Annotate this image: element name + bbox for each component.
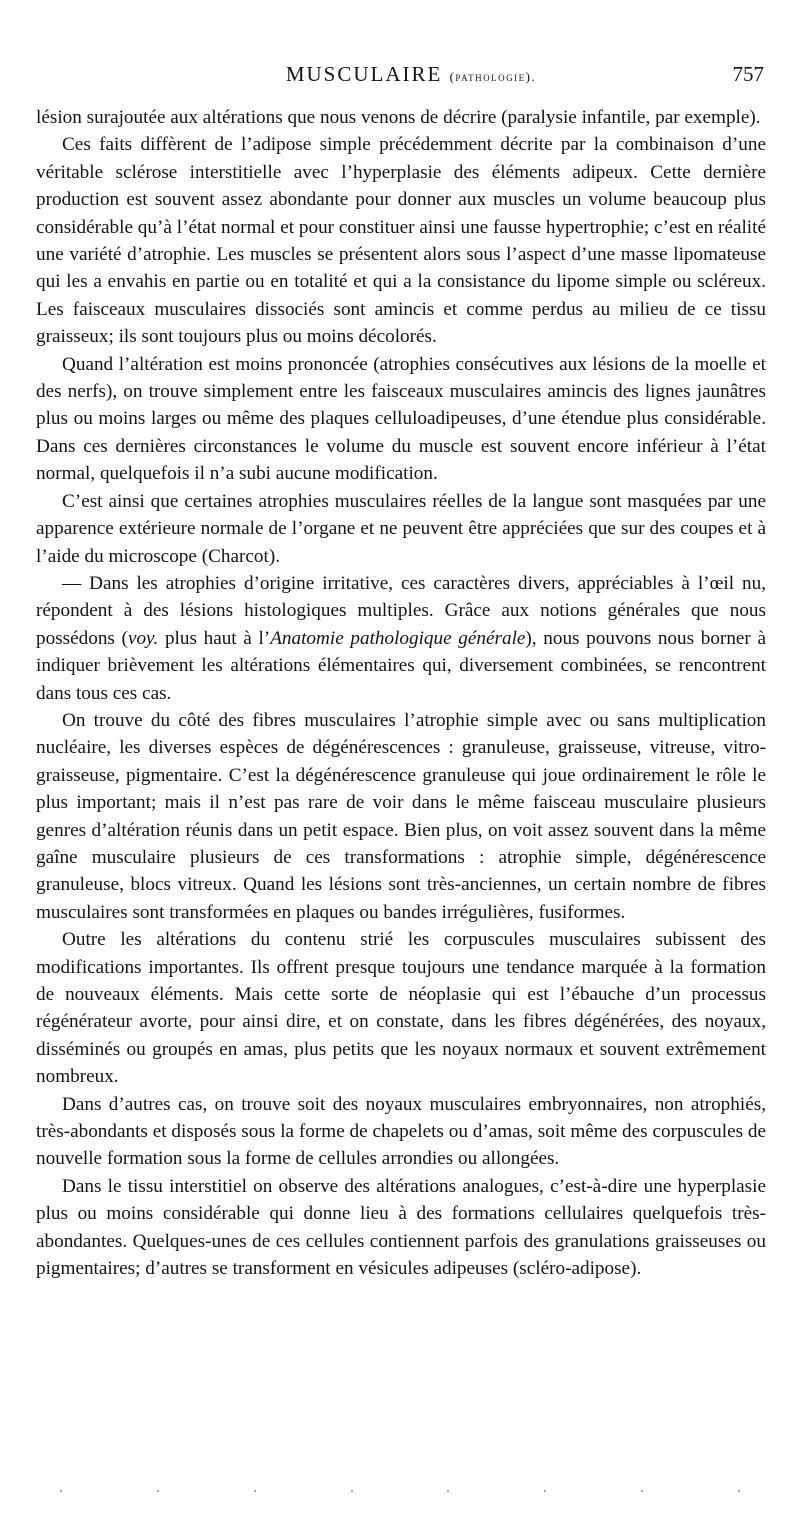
paragraph-interstitial-tissue: Dans le tissu interstitiel on observe des altérations analogues, c’est-à-dire une hyperplasie plus ou moins considérable qui donne lieu à des formations cellulaires quelquefois très-abondantes. Quelques-unes de ces cellules contiennent parfois des granulations graisseuses ou pigmentaires; d’autres se transforment en vésicules adipeuses (scléro-adipose). [36, 1175, 766, 1280]
paragraph-continuation: lésion surajoutée aux altérations que nous venons de décrire (paralysie infantile, par exemple). [36, 107, 761, 128]
paragraph-fiber-degeneration: On trouve du côté des fibres musculaires l’atrophie simple avec ou sans multiplication nucléaire, les diverses espèces de dégénérescences : granuleuse, graisseuse, vitreuse, vitro-graisseuse, pigmentaire. C’est la dégénérescence granuleuse qui joue ordinairement le rôle le plus important; mais il n’est pas rare de voir dans le même faisceau musculaire plusieurs genres d’altération réunis dans un petit espace. Bien plus, on voit assez souvent dans la même gaîne musculaire plusieurs de ces transformations : atrophie simple, dégénérescence granuleuse, blocs vitreux. Quand les lésions sont très-anciennes, un certain nombre de fibres musculaires sont transformées en plaques ou bandes irrégulières, fusiformes. [36, 709, 766, 923]
paragraph-corpuscles: Outre les altérations du contenu strié les corpuscules musculaires subissent des modifications importantes. Ils offrent presque toujours une tendance marquée à la formation de nouveaux éléments. Mais cette sorte de néoplasie qui est l’ébauche d’un processus régénérateur avorte, pour ainsi dire, et on constate, dans les fibres dégénérées, des noyaux, disséminés ou groupés en amas, plus petits que les noyaux normaux et souvent extrêmement nombreux. [36, 929, 766, 1088]
paragraph-less-pronounced: Quand l’altération est moins prononcée (atrophies consécutives aux lésions de la moelle et des nerfs), on trouve simplement entre les faisceaux musculaires amincis des lignes jaunâtres plus ou moins larges ou même des plaques celluloadipeuses, d’une étendue plus considérable. Dans ces dernières circonstances le volume du muscle est souvent encore inférieur à l’état normal, quelquefois il n’a subi aucune modification. [36, 353, 766, 485]
running-title-subtitle: (pathologie). [449, 69, 537, 84]
speck [254, 1490, 256, 1492]
paragraph-irritative-tail: ), nous pouvons nous borner à indiquer brièvement les altérations élémentaires qui, diversement combinées, se rencontrent dans tous ces cas. [36, 627, 766, 704]
cross-reference: Anatomie pathologique générale [270, 627, 526, 649]
paragraph-irritative-text: — Dans les atrophies d’origine irritative, ces caractères divers, appréciables à l’œil nu, répondent à des lésions histologiques multiples. Grâce aux notions générales que nous possédons ( [36, 572, 766, 649]
speck [738, 1490, 740, 1492]
running-title [36, 62, 766, 87]
paragraph-irritative-mid: plus haut à l’ [158, 627, 271, 649]
paragraph-irritative-atrophies [36, 570, 766, 707]
paragraph-embryonic-nuclei: Dans d’autres cas, on trouve soit des noyaux musculaires embryonnaires, non atrophiés, très-abondants et disposés sous la forme de chapelets ou d’amas, soit même des corpuscules de nouvelle formation sous la forme de cellules arrondies ou allongées. [36, 1093, 766, 1170]
book-page [36, 58, 766, 1282]
page-number: 757 [732, 62, 764, 86]
paragraph-tongue-atrophies: C’est ainsi que certaines atrophies musculaires réelles de la langue sont masquées par une apparence extérieure normale de l’organe et ne peuvent être appréciées que sur des coupes et à l’aide du microscope (Charcot). [36, 490, 766, 567]
page-header [36, 58, 766, 98]
voy-abbrev: voy. [127, 627, 159, 649]
speck [60, 1490, 62, 1492]
running-title-main: MUSCULAIRE [285, 62, 443, 86]
bottom-margin-specks [60, 1490, 740, 1496]
speck [157, 1490, 159, 1492]
speck [641, 1490, 643, 1492]
speck [544, 1490, 546, 1492]
speck [447, 1490, 449, 1492]
paragraph-adipose-sclerosis: Ces faits diffèrent de l’adipose simple précédemment décrite par la combinaison d’une véritable sclérose interstitielle avec l’hyperplasie des éléments adipeux. Cette dernière production est souvent assez abondante pour donner aux muscles un volume beaucoup plus considérable qu’à l’état normal et pour constituer ainsi une fausse hypertrophie; c’est en réalité une variété d’atrophie. Les muscles se présentent alors sous l’aspect d’une masse lipomateuse qui les a envahis en partie ou en totalité et qui a la consistance du lipome simple ou scléreux. Les faisceaux musculaires dissociés sont amincis et comme perdus au milieu de ce tissu graisseux; ils sont toujours plus ou moins décolorés. [36, 134, 766, 348]
speck [351, 1490, 353, 1492]
